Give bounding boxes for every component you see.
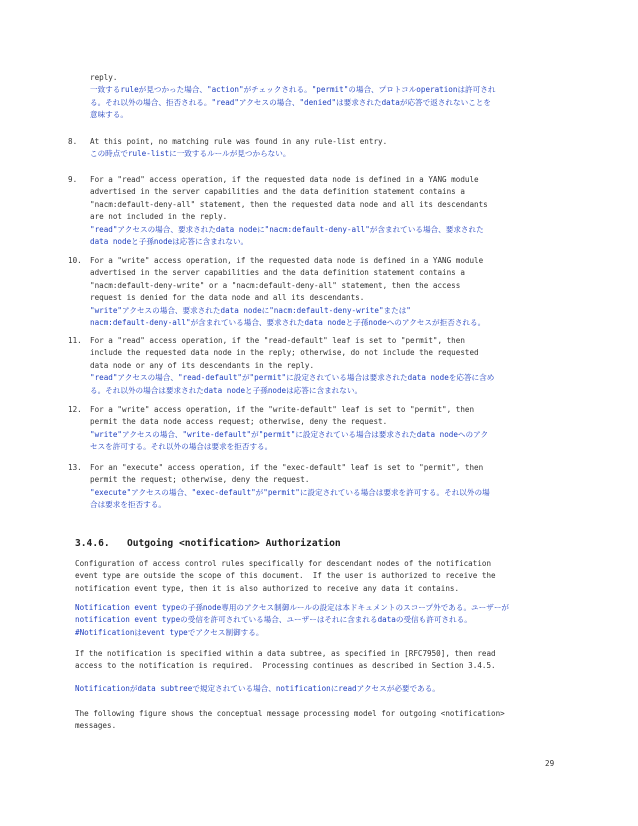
step-japanese-line: 意味する。: [90, 110, 128, 120]
step-japanese-line: "write"アクセスの場合、要求されたdata nodeに"nacm:default-deny-write"または": [90, 305, 411, 315]
step-english-line: For a "write" access operation, if the requested data node is defined in a YANG module: [90, 256, 484, 265]
paragraph-line: #Notificationはevent typeでアクセス制御する。: [75, 627, 264, 637]
step-english-line: data node or any of its descendants in the reply.: [90, 360, 315, 370]
section-heading: 3.4.6. Outgoing <notification> Authorization: [75, 538, 341, 549]
step-japanese-line: 一致するruleが見つかった場合、"action"がチェックされる。"permit"の場合、プロトコルoperationは許可され: [90, 85, 496, 95]
step-english-line: permit the data node access request; otherwise, deny the request.: [90, 417, 388, 427]
step-number: 9.: [68, 175, 78, 184]
step-number: 13.: [68, 463, 82, 472]
step-english-line: advertised in the server capabilities and the data definition statement contains a: [90, 187, 465, 197]
paragraph-line: notification event type, then it is also authorized to receive any data it contains.: [75, 583, 460, 593]
step-english-line: request is denied for the data node and all its descendants.: [90, 293, 365, 303]
step-japanese-line: る。それ以外の場合、拒否される。"read"アクセスの場合、"denied"は要求されたdataが応答で返されないことを: [90, 97, 491, 107]
paragraph-line: messages.: [75, 721, 117, 731]
step-japanese-line: セスを許可する。それ以外の場合は要求を拒否する。: [90, 442, 273, 452]
step-english-line: For an "execute" access operation, if the "exec-default" leaf is set to "permit", then: [90, 463, 484, 472]
step-number: 8.: [68, 137, 78, 146]
step-japanese-line: nacm:default-deny-all"が含まれている場合、要求されたdata nodeと子孫nodeへのアクセスが拒否される。: [90, 318, 486, 328]
step-japanese-line: この時点でrule-listに一致するルールが見つからない。: [90, 149, 291, 159]
step-number: 12.: [68, 405, 82, 414]
step-english-line: For a "write" access operation, if the "write-default" leaf is set to "permit", then: [90, 405, 475, 414]
step-japanese-line: "write"アクセスの場合、"write-default"が"permit"に設定されている場合は要求されたdata nodeへのアク: [90, 429, 489, 439]
step-english-line: "nacm:default-deny-all" statement, then the requested data node and all its descendants: [90, 199, 488, 209]
paragraph-line: access to the notification is required. Processing continues as described in Section 3.4.5.: [75, 661, 496, 671]
step-english-line: include the requested data node in the reply; otherwise, do not include the requested: [90, 348, 479, 358]
step-english-line: For a "read" access operation, if the "read-default" leaf is set to "permit", then: [90, 336, 465, 345]
paragraph-english: [75, 558, 565, 595]
step-english-line: For a "read" access operation, if the requested data node is defined in a YANG module: [90, 175, 479, 184]
paragraph-japanese: [75, 683, 565, 695]
step-japanese-line: "read"アクセスの場合、"read-default"が"permit"に設定されている場合は要求されたdata nodeを応答に含め: [90, 373, 495, 383]
paragraph-line: event type are outside the scope of this document. If the user is authorized to receive the: [75, 571, 496, 581]
step-english-line: are not included in the reply.: [90, 212, 228, 222]
page-number: 29: [545, 759, 555, 768]
rule-step-13: [68, 462, 570, 512]
step-english-line: "nacm:default-deny-write" or a "nacm:default-deny-all" statement, then the access: [90, 280, 461, 290]
step-japanese-line: "read"アクセスの場合、要求されたdata nodeに"nacm:default-deny-all"が含まれている場合、要求された: [90, 224, 484, 234]
paragraph-line: Notification event typeの子孫node専用のアクセス制御ルールの設定は本ドキュメントのスコープ外である。ユーザーが: [75, 603, 510, 612]
rule-step-12: [68, 404, 570, 454]
rule-step-11: [68, 335, 570, 397]
rule-step-10: [68, 255, 570, 329]
rule-step-continued: [90, 72, 570, 122]
step-japanese-line: "execute"アクセスの場合、"exec-default"が"permit"に設定されている場合は要求を許可する。それ以外の場: [90, 487, 490, 497]
paragraph-line: Notificationがdata subtreeで規定されている場合、notificationにreadアクセスが必要である。: [75, 684, 440, 693]
rule-step-9: [68, 174, 570, 248]
step-japanese-line: data nodeと子孫nodeは応答に含まれない。: [90, 237, 249, 247]
step-english-line: At this point, no matching rule was found in any rule-list entry.: [90, 137, 388, 146]
step-number: 11.: [68, 336, 82, 345]
step-japanese-line: る。それ以外の場合は要求されたdata nodeと子孫nodeは応答に含まれない。: [90, 385, 363, 395]
step-english-line: reply.: [90, 73, 118, 82]
paragraph-line: Configuration of access control rules specifically for descendant nodes of the notification: [75, 559, 492, 568]
paragraph-line: notification event typeの受信を許可されている場合、ユーザーはそれに含まれるdataの受信も許可される。: [75, 615, 472, 625]
step-japanese-line: 合は要求を拒否する。: [90, 500, 166, 510]
step-number: 10.: [68, 256, 82, 265]
paragraph-english: [75, 648, 565, 673]
step-english-line: permit the request; otherwise, deny the request.: [90, 475, 310, 485]
paragraph-line: The following figure shows the conceptual message processing model for outgoing <notification>: [75, 709, 505, 718]
paragraph-english: [75, 708, 565, 733]
paragraph-line: If the notification is specified within a data subtree, as specified in [RFC7950], then read: [75, 649, 496, 658]
step-english-line: advertised in the server capabilities and the data definition statement contains a: [90, 268, 465, 278]
rule-step-8: [68, 136, 570, 161]
paragraph-japanese: [75, 602, 565, 639]
